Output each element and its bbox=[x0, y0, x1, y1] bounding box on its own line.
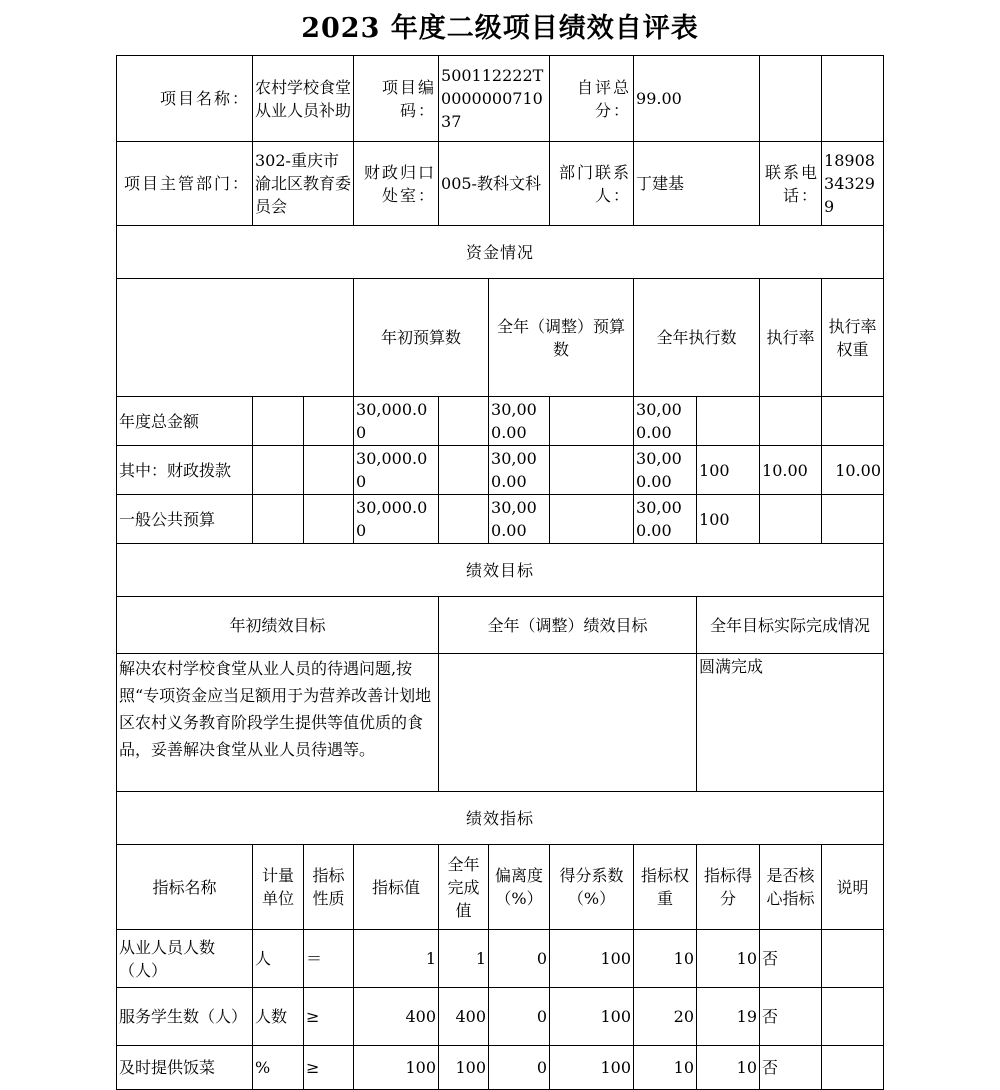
ind-weight: 10 bbox=[634, 930, 697, 988]
empty-cell bbox=[117, 279, 354, 397]
ind-header-deviation: 偏离度（%） bbox=[489, 845, 550, 930]
ind-note bbox=[822, 930, 884, 988]
goals-section-title: 绩效目标 bbox=[117, 544, 884, 597]
funds-executed: 30,000.00 bbox=[634, 495, 697, 544]
ind-nature: ≥ bbox=[304, 1046, 354, 1090]
empty-cell bbox=[304, 446, 354, 495]
dept-value: 302-重庆市渝北区教育委员会 bbox=[253, 142, 354, 226]
ind-note bbox=[822, 988, 884, 1046]
dept-label: 项目主管部门： bbox=[117, 142, 253, 226]
ind-name: 服务学生数（人） bbox=[117, 988, 253, 1046]
funds-score bbox=[822, 397, 884, 446]
funds-executed: 30,000.00 bbox=[634, 397, 697, 446]
contact-label: 部门联系人： bbox=[550, 142, 634, 226]
empty-cell bbox=[550, 397, 634, 446]
funds-adjusted: 30,000.00 bbox=[489, 446, 550, 495]
ind-score: 10 bbox=[697, 930, 760, 988]
contact-value: 丁建基 bbox=[634, 142, 760, 226]
self-score-value: 99.00 bbox=[634, 56, 760, 142]
funds-score: 10.00 bbox=[822, 446, 884, 495]
empty-cell bbox=[253, 397, 304, 446]
ind-actual: 1 bbox=[439, 930, 489, 988]
empty-cell bbox=[550, 446, 634, 495]
ind-deviation: 0 bbox=[489, 1046, 550, 1090]
funds-header-executed: 全年执行数 bbox=[634, 279, 760, 397]
indicators-header-row bbox=[117, 845, 884, 930]
ind-core: 否 bbox=[760, 988, 822, 1046]
goals-section-row bbox=[117, 544, 884, 597]
funds-score bbox=[822, 495, 884, 544]
funds-rate: 100 bbox=[697, 495, 760, 544]
funds-row bbox=[117, 495, 884, 544]
info-row-project bbox=[117, 56, 884, 142]
ind-score: 10 bbox=[697, 1046, 760, 1090]
ind-coef: 100 bbox=[550, 988, 634, 1046]
empty-cell bbox=[550, 495, 634, 544]
empty-cell bbox=[304, 495, 354, 544]
ind-target: 100 bbox=[354, 1046, 439, 1090]
funds-row bbox=[117, 397, 884, 446]
ind-unit: 人数 bbox=[253, 988, 304, 1046]
funds-executed: 30,000.00 bbox=[634, 446, 697, 495]
funds-header-initial: 年初预算数 bbox=[354, 279, 489, 397]
ind-deviation: 0 bbox=[489, 930, 550, 988]
funds-adjusted: 30,000.00 bbox=[489, 495, 550, 544]
empty-cell bbox=[304, 397, 354, 446]
ind-header-name: 指标名称 bbox=[117, 845, 253, 930]
ind-deviation: 0 bbox=[489, 988, 550, 1046]
ind-target: 1 bbox=[354, 930, 439, 988]
ind-nature: ＝ bbox=[304, 930, 354, 988]
funds-header-row bbox=[117, 279, 884, 397]
indicator-row bbox=[117, 930, 884, 988]
empty-cell bbox=[439, 397, 489, 446]
indicators-section-title: 绩效指标 bbox=[117, 792, 884, 845]
ind-unit: 人 bbox=[253, 930, 304, 988]
funds-weight bbox=[760, 397, 822, 446]
funds-initial: 30,000.00 bbox=[354, 446, 439, 495]
goals-header-initial: 年初绩效目标 bbox=[117, 597, 439, 654]
office-label: 财政归口处室： bbox=[354, 142, 439, 226]
indicator-row bbox=[117, 1046, 884, 1090]
ind-coef: 100 bbox=[550, 1046, 634, 1090]
funds-row-label: 其中：财政拨款 bbox=[117, 446, 253, 495]
self-score-label: 自评总分： bbox=[550, 56, 634, 142]
goals-adjusted-text bbox=[439, 654, 697, 792]
ind-header-unit: 计量单位 bbox=[253, 845, 304, 930]
project-name-label: 项目名称： bbox=[117, 56, 253, 142]
phone-value: 18908343299 bbox=[822, 142, 884, 226]
funds-row-label: 年度总金额 bbox=[117, 397, 253, 446]
goals-header-row bbox=[117, 597, 884, 654]
empty-cell bbox=[253, 446, 304, 495]
indicator-row bbox=[117, 988, 884, 1046]
ind-name: 及时提供饭菜 bbox=[117, 1046, 253, 1090]
empty-cell bbox=[439, 446, 489, 495]
phone-label: 联系电话： bbox=[760, 142, 822, 226]
ind-header-weight: 指标权重 bbox=[634, 845, 697, 930]
funds-header-rate: 执行率 bbox=[760, 279, 822, 397]
ind-coef: 100 bbox=[550, 930, 634, 988]
ind-header-actual: 全年完成值 bbox=[439, 845, 489, 930]
ind-unit: % bbox=[253, 1046, 304, 1090]
ind-note bbox=[822, 1046, 884, 1090]
ind-header-score: 指标得分 bbox=[697, 845, 760, 930]
project-code-value: 500112222T000000071037 bbox=[439, 56, 550, 142]
ind-header-note: 说明 bbox=[822, 845, 884, 930]
project-name-value: 农村学校食堂从业人员补助 bbox=[253, 56, 354, 142]
funds-adjusted: 30,000.00 bbox=[489, 397, 550, 446]
ind-core: 否 bbox=[760, 930, 822, 988]
goals-actual-text: 圆满完成 bbox=[697, 654, 884, 792]
funds-section-title: 资金情况 bbox=[117, 226, 884, 279]
ind-header-nature: 指标性质 bbox=[304, 845, 354, 930]
indicators-section-row bbox=[117, 792, 884, 845]
funds-rate: 100 bbox=[697, 446, 760, 495]
funds-header-weight: 执行率权重 bbox=[822, 279, 884, 397]
ind-header-coef: 得分系数（%） bbox=[550, 845, 634, 930]
ind-nature: ≥ bbox=[304, 988, 354, 1046]
ind-header-target: 指标值 bbox=[354, 845, 439, 930]
funds-row-label: 一般公共预算 bbox=[117, 495, 253, 544]
ind-weight: 20 bbox=[634, 988, 697, 1046]
ind-target: 400 bbox=[354, 988, 439, 1046]
ind-actual: 100 bbox=[439, 1046, 489, 1090]
goals-header-actual: 全年目标实际完成情况 bbox=[697, 597, 884, 654]
goals-content-row bbox=[117, 654, 884, 792]
empty-cell bbox=[439, 495, 489, 544]
funds-initial: 30,000.00 bbox=[354, 495, 439, 544]
office-value: 005-教科文科 bbox=[439, 142, 550, 226]
ind-core: 否 bbox=[760, 1046, 822, 1090]
empty-cell bbox=[760, 56, 822, 142]
funds-header-adjusted: 全年（调整）预算数 bbox=[489, 279, 634, 397]
info-row-dept bbox=[117, 142, 884, 226]
funds-weight bbox=[760, 495, 822, 544]
goals-initial-text: 解决农村学校食堂从业人员的待遇问题,按照“专项资金应当足额用于为营养改善计划地区农村义务教育阶段学生提供等值优质的食品，妥善解决食堂从业人员待遇等。 bbox=[117, 654, 439, 792]
project-code-label: 项目编码： bbox=[354, 56, 439, 142]
ind-name: 从业人员人数（人） bbox=[117, 930, 253, 988]
funds-initial: 30,000.00 bbox=[354, 397, 439, 446]
funds-rate bbox=[697, 397, 760, 446]
page-title: 2023 年度二级项目绩效自评表 bbox=[301, 13, 699, 44]
ind-header-core: 是否核心指标 bbox=[760, 845, 822, 930]
funds-section-row bbox=[117, 226, 884, 279]
ind-weight: 10 bbox=[634, 1046, 697, 1090]
empty-cell bbox=[822, 56, 884, 142]
funds-row bbox=[117, 446, 884, 495]
funds-weight: 10.00 bbox=[760, 446, 822, 495]
ind-score: 19 bbox=[697, 988, 760, 1046]
ind-actual: 400 bbox=[439, 988, 489, 1046]
goals-header-adjusted: 全年（调整）绩效目标 bbox=[439, 597, 697, 654]
evaluation-table bbox=[116, 55, 884, 1090]
empty-cell bbox=[253, 495, 304, 544]
